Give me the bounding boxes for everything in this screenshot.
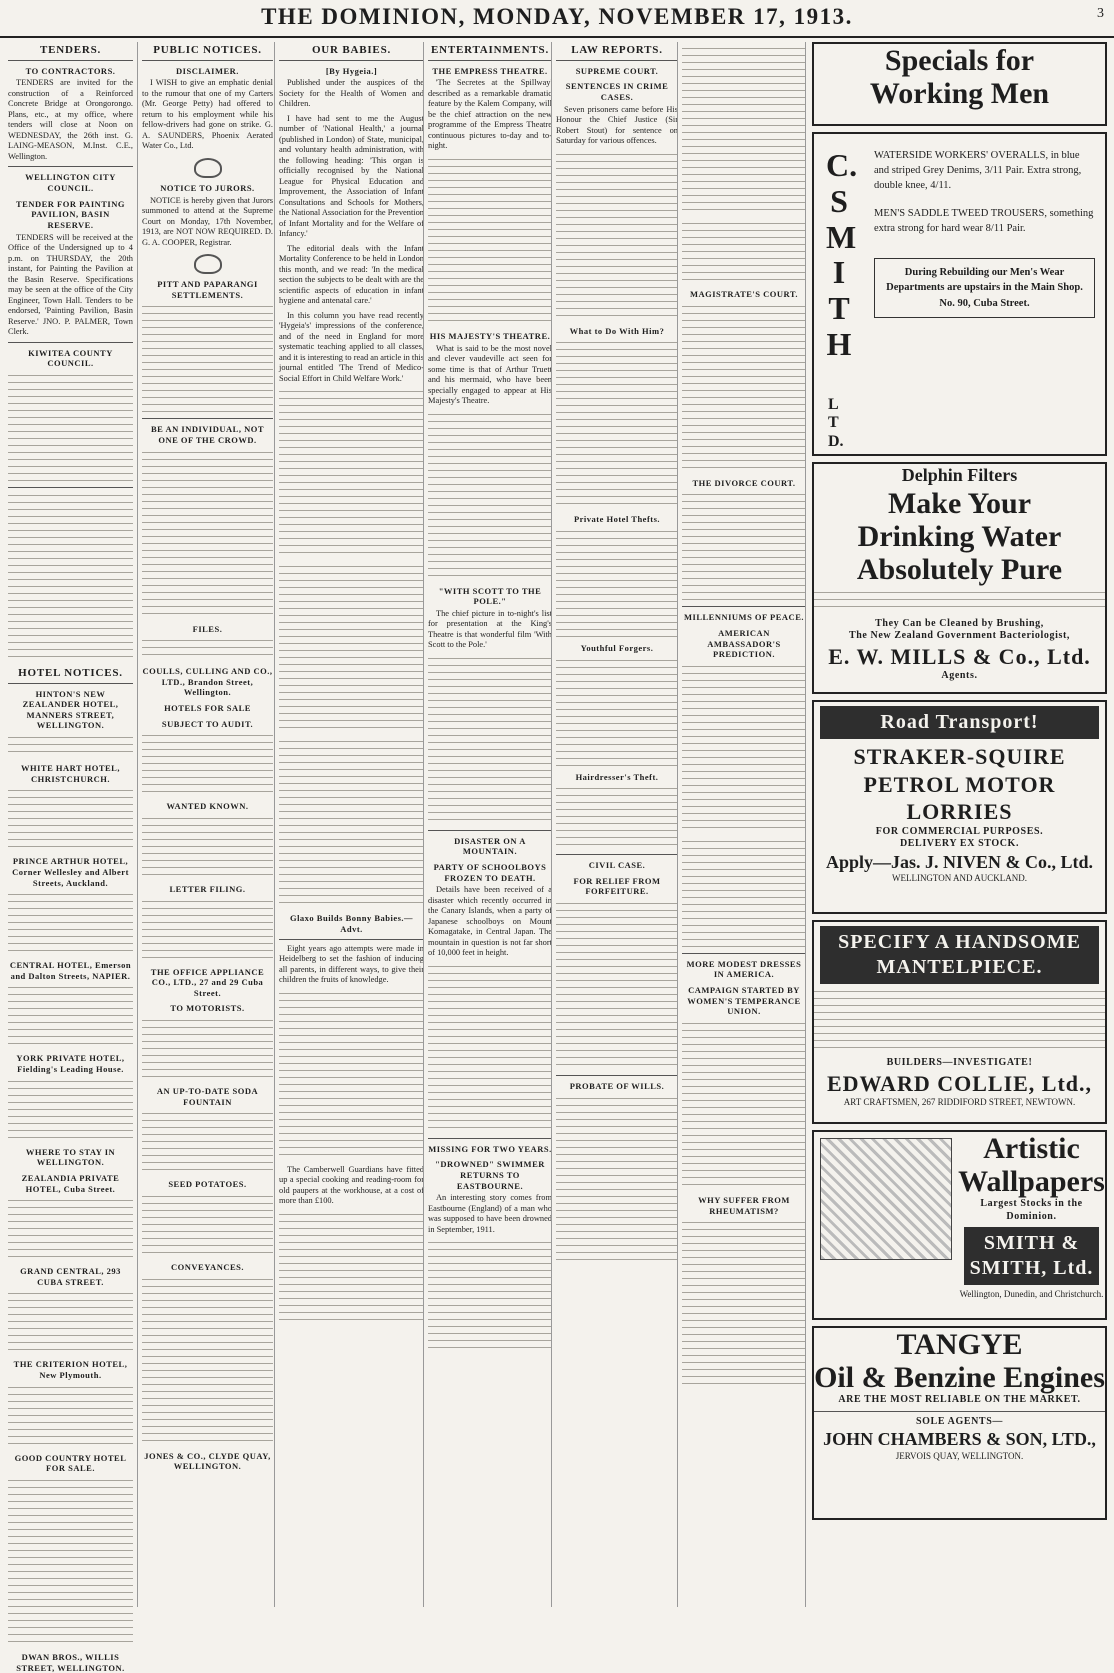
magistrates-court-heading: MAGISTRATE'S COURT. bbox=[689, 289, 799, 299]
audit-subheading: SUBJECT TO AUDIT. bbox=[161, 718, 254, 729]
scott-heading: "WITH SCOTT TO THE POLE." bbox=[438, 585, 542, 607]
letter-filing-heading: LETTER FILING. bbox=[169, 883, 246, 894]
ad-headline: Specials for bbox=[884, 44, 1035, 77]
body-text-block bbox=[8, 1078, 133, 1142]
advertisement-line: Glaxo Builds Bonny Babies.—Advt. bbox=[289, 913, 414, 934]
body-text-block bbox=[814, 988, 1105, 1052]
body-text-block bbox=[682, 663, 806, 833]
ad-caption: Agents. bbox=[941, 670, 978, 681]
millenniums-heading: MILLENNIUMS OF PEACE. bbox=[684, 612, 804, 623]
column-entertainments bbox=[423, 42, 552, 1607]
body-text-block bbox=[682, 838, 806, 948]
probate-heading: PROBATE OF WILLS. bbox=[569, 1081, 665, 1091]
ad-caption: SOLE AGENTS— bbox=[916, 1415, 1003, 1427]
files-heading: FILES. bbox=[192, 623, 223, 634]
ad-subheadline: Largest Stocks in the Dominion. bbox=[980, 1198, 1083, 1222]
article-paragraph: The editorial deals with the Infant Mortality Conference to be held in London this month, and we read: 'In the medical section the subjects to be dealt with are the scientific aspects of education in infant hygiene and antenatal care.' bbox=[279, 243, 424, 306]
ad-banner: SPECIFY A HANDSOME MANTELPIECE. bbox=[820, 926, 1099, 984]
body-text-block bbox=[8, 1197, 133, 1261]
case-subheading: Youthful Forgers. bbox=[580, 642, 654, 653]
body-text-block bbox=[8, 1477, 133, 1647]
body-text-block bbox=[142, 732, 273, 796]
disaster-heading: DISASTER ON A MOUNTAIN. bbox=[454, 835, 526, 857]
seed-potatoes-heading: SEED POTATOES. bbox=[168, 1179, 247, 1190]
disaster-subheading: PARTY OF SCHOOLBOYS FROZEN TO DEATH. bbox=[433, 862, 547, 883]
body-text-block bbox=[142, 1193, 273, 1257]
case-subheading: Hairdresser's Theft. bbox=[575, 771, 659, 782]
body-text-block bbox=[556, 785, 678, 849]
ad-subheadline: The New Zealand Government Bacteriologist, bbox=[848, 630, 1070, 641]
ad-text: MEN'S SADDLE TWEED TROUSERS, something extra strong for hard wear 8/11 Pair. bbox=[874, 207, 1094, 234]
wallpapers-advertisement bbox=[812, 1130, 1107, 1320]
brand-letter: I bbox=[832, 254, 846, 291]
body-text-block bbox=[428, 655, 552, 825]
to-contractors-heading: TO CONTRACTORS. bbox=[25, 65, 116, 76]
body-text-block bbox=[279, 990, 424, 1160]
individual-heading: BE AN INDIVIDUAL, NOT ONE OF THE CROWD. bbox=[151, 424, 264, 445]
body-text-block bbox=[682, 1219, 806, 1389]
ad-caption: JERVOIS QUAY, WELLINGTON. bbox=[895, 1450, 1024, 1461]
ad-callout: During Rebuilding our Men's Wear Departments are upstairs in the Main Shop. No. 90, Cuba Street. bbox=[874, 258, 1095, 318]
ad-subheadline: They Can be Cleaned by Brushing, bbox=[875, 617, 1044, 629]
body-text-block bbox=[279, 1211, 424, 1321]
column-law-reports bbox=[551, 42, 678, 1607]
ad-caption: WELLINGTON AND AUCKLAND. bbox=[891, 873, 1028, 883]
campaign-subheading: CAMPAIGN STARTED BY WOMEN'S TEMPERANCE UNION. bbox=[687, 985, 801, 1017]
brand-letter: L bbox=[828, 396, 839, 413]
ad-headline: Delphin Filters bbox=[901, 465, 1018, 485]
divider bbox=[279, 939, 424, 940]
body-text-block bbox=[428, 411, 552, 581]
conveyances-heading: CONVEYANCES. bbox=[171, 1261, 244, 1272]
advertiser-name: JONES & CO., CLYDE QUAY, WELLINGTON. bbox=[144, 1450, 271, 1472]
body-text-block bbox=[814, 589, 1105, 613]
brand-letter: T bbox=[828, 290, 850, 327]
notice-text: I WISH to give an emphatic denial to the rumour that one of my Carters (Mr. George Petty) had offered to return to his employment while his fellow-drivers had gone on strike. G. A. SAUNDERS, Phoenix Aerated Water Co., Ltd. bbox=[142, 78, 273, 151]
ad-headline: Working Men bbox=[869, 77, 1050, 110]
newspaper-columns bbox=[8, 42, 1106, 1673]
divider bbox=[8, 166, 133, 167]
body-text-block bbox=[142, 637, 273, 661]
body-text-block bbox=[279, 563, 424, 733]
ad-text: WATERSIDE WORKERS' OVERALLS, in blue and striped Grey Denims, 3/11 Pair. Extra strong, double knee, 4/11. bbox=[874, 150, 1082, 192]
article-paragraph: Published under the auspices of the Society for the Health of Women and Children. bbox=[279, 78, 424, 109]
ad-headline: TANGYE bbox=[896, 1328, 1023, 1361]
column-tenders bbox=[8, 42, 133, 1673]
ad-headline: Make Your bbox=[887, 486, 1032, 520]
wallpaper-illustration bbox=[820, 1138, 952, 1260]
theatre-heading: THE EMPRESS THEATRE. bbox=[432, 65, 548, 76]
newspaper-title: THE DOMINION, MONDAY, NOVEMBER 17, 1913. bbox=[261, 4, 853, 29]
body-text-block bbox=[8, 1384, 133, 1448]
ad-headline: Artistic bbox=[983, 1132, 1080, 1165]
divider bbox=[556, 854, 678, 855]
body-text-block bbox=[428, 156, 552, 326]
body-text-block bbox=[682, 491, 806, 601]
civil-case-heading: CIVIL CASE. bbox=[588, 860, 646, 871]
ad-caption: Wellington, Dunedin, and Christchurch. bbox=[959, 1289, 1104, 1299]
body-text-block bbox=[682, 220, 806, 284]
hotel-name: GRAND CENTRAL, 293 CUBA STREET. bbox=[20, 1266, 121, 1287]
hotel-name: WHITE HART HOTEL, CHRISTCHURCH. bbox=[21, 763, 120, 784]
body-text-block bbox=[142, 449, 273, 619]
article-paragraph: Details have been received of a disaster which recently occurred in the Canary Islands, when a party of Japanese schoolboys on Mount Komagatake, in Central Japan. The mountain in question is not far short of 10,000 feet in height. bbox=[428, 885, 552, 958]
divorce-court-heading: THE DIVORCE COURT. bbox=[692, 477, 796, 488]
vertical-brand-letters bbox=[826, 147, 858, 363]
tender-notice: TENDERS will be received at the Office of the Undersigned up to 4 p.m. on THURSDAY, the 20th instant, for Painting the Pavilion at the Basin Reserve. Specifications may be seen at the office of the City Engineer, Town Hall. Tenders to be endorsed, 'Painting Pavilion, Basin Reserve.' JNO. P. PALMER, Town Clerk. bbox=[8, 232, 133, 336]
column-advertisements bbox=[805, 42, 1107, 1607]
divider bbox=[8, 487, 133, 488]
theatre-heading: HIS MAJESTY'S THEATRE. bbox=[429, 330, 551, 341]
wanted-known-heading: WANTED KNOWN. bbox=[166, 801, 249, 812]
soda-heading: AN UP-TO-DATE SODA FOUNTAIN bbox=[156, 1086, 259, 1107]
divider bbox=[428, 1138, 552, 1139]
ad-subheadline: FOR COMMERCIAL PURPOSES. bbox=[875, 825, 1044, 837]
specials-advertisement bbox=[812, 42, 1107, 126]
hotel-for-sale-heading: GOOD COUNTRY HOTEL FOR SALE. bbox=[14, 1452, 127, 1474]
our-babies-heading: OUR BABIES. bbox=[279, 44, 424, 61]
body-text-block bbox=[8, 891, 133, 955]
hotel-name: YORK PRIVATE HOTEL, Fielding's Leading House. bbox=[16, 1053, 125, 1074]
hotels-for-sale-heading: HOTELS FOR SALE bbox=[164, 703, 251, 713]
body-text-block bbox=[556, 339, 678, 509]
article-paragraph: I have had sent to me the August number of 'National Health,' a journal (published in London) of State, municipal, and voluntary health administration, with the following heading: 'This organ is officially recognised by the National League for Physical Education and Improvement, the Association of Infant Consultations and Schools for Mothers, the National Association for the Prevention of Infant Mortality and for the Welfare of Infancy.' bbox=[279, 113, 424, 239]
ad-subheadline: ARE THE MOST RELIABLE ON THE MARKET. bbox=[838, 1394, 1081, 1405]
disclaimer-heading: DISCLAIMER. bbox=[176, 65, 239, 76]
settlements-heading: PITT AND PAPARANGI SETTLEMENTS. bbox=[157, 279, 258, 300]
sentences-subheading: SENTENCES IN CRIME CASES. bbox=[565, 81, 669, 102]
road-transport-advertisement bbox=[812, 700, 1107, 914]
body-text-block bbox=[142, 1017, 273, 1081]
page-number: 3 bbox=[1097, 6, 1104, 21]
divider bbox=[142, 418, 273, 419]
ad-caption: ART CRAFTSMEN, 267 RIDDIFORD STREET, NEWTOWN. bbox=[843, 1097, 1076, 1107]
case-subheading: Private Hotel Thefts. bbox=[573, 514, 661, 525]
hotel-name: ZEALANDIA PRIVATE HOTEL, Cuba Street. bbox=[21, 1172, 120, 1194]
entertainments-heading: ENTERTAINMENTS. bbox=[428, 44, 552, 61]
brand-letter: D. bbox=[828, 432, 844, 450]
body-text-block bbox=[556, 1095, 678, 1265]
body-text-block bbox=[142, 1276, 273, 1446]
byline: [By Hygeia.] bbox=[325, 65, 378, 76]
ad-headline: Absolutely Pure bbox=[856, 552, 1063, 586]
article-paragraph: The chief picture in to-night's list for presentation at the King's Theatre is that wonderful film 'With Scott to the Pole.' bbox=[428, 608, 552, 650]
body-text-block bbox=[8, 787, 133, 851]
divider bbox=[8, 342, 133, 343]
coat-of-arms-icon bbox=[194, 254, 222, 274]
ad-headline: STRAKER-SQUIRE bbox=[853, 744, 1066, 769]
article-paragraph: Seven prisoners came before His Honour the Chief Justice (Sir Robert Stout) for sentence on Saturday for various offences. bbox=[556, 104, 678, 146]
forfeiture-subheading: FOR RELIEF FROM FORFEITURE. bbox=[573, 875, 661, 897]
advertiser-name: DWAN BROS., WILLIS STREET, WELLINGTON. bbox=[16, 1651, 125, 1673]
body-text-block bbox=[428, 963, 552, 1133]
body-text-block bbox=[279, 388, 424, 558]
ltd-letters bbox=[828, 396, 844, 451]
hotel-name: HINTON'S NEW ZEALANDER HOTEL, MANNERS STREET, WELLINGTON. bbox=[22, 688, 119, 731]
drowned-subheading: "DROWNED" SWIMMER RETURNS TO EASTBOURNE. bbox=[435, 1159, 545, 1191]
body-text-block bbox=[279, 738, 424, 908]
column-our-babies bbox=[274, 42, 424, 1607]
delphin-advertisement bbox=[812, 462, 1107, 694]
smith-advertisement bbox=[812, 132, 1107, 456]
ad-layout bbox=[814, 1132, 1105, 1300]
body-text-block bbox=[556, 151, 678, 321]
body-text-block bbox=[556, 657, 678, 767]
law-reports-heading: LAW REPORTS. bbox=[556, 44, 678, 61]
brand-letter: S bbox=[830, 182, 848, 219]
ad-text-area bbox=[958, 1132, 1105, 1300]
missing-heading: MISSING FOR TWO YEARS. bbox=[428, 1143, 552, 1154]
ad-company: E. W. MILLS & Co., Ltd. bbox=[828, 643, 1091, 669]
divider bbox=[428, 830, 552, 831]
body-text-block bbox=[142, 303, 273, 413]
ad-banner: Road Transport! bbox=[820, 706, 1099, 739]
hotel-name: THE CRITERION HOTEL, New Plymouth. bbox=[13, 1359, 128, 1380]
public-notices-heading: PUBLIC NOTICES. bbox=[142, 44, 273, 61]
article-paragraph: 'The Secretes at the Spillway' described as a remarkable dramatic feature by the Kalem Company, will be the chief attraction on the new programme of the Empress Theatre continuous pictures to-day and to-night. bbox=[428, 78, 552, 151]
ambassador-subheading: AMERICAN AMBASSADOR'S PREDICTION. bbox=[707, 627, 781, 660]
ad-headline: PETROL MOTOR LORRIES bbox=[863, 771, 1056, 824]
ad-banner: SMITH & SMITH, Ltd. bbox=[964, 1227, 1099, 1285]
jurors-heading: NOTICE TO JURORS. bbox=[160, 182, 255, 193]
brand-letter: H bbox=[826, 326, 852, 363]
article-paragraph: In this column you have read recently 'Hygeia's' impressions of the conference, and of the need in England for more systematic teaching applied to all classes, and it is interesting to read an article in this journal entitled 'The Trend of Medico-Social Effort in Child Welfare Work.' bbox=[279, 310, 424, 383]
article-paragraph: Eight years ago attempts were made in Heidelberg to set the fashion of inducing all parents, in different ways, to give their children the fruits of knowledge. bbox=[279, 943, 424, 985]
ad-company: EDWARD COLLIE, Ltd., bbox=[826, 1070, 1093, 1096]
brand-letter: T bbox=[828, 414, 839, 432]
ad-headline: Wallpapers bbox=[958, 1165, 1105, 1198]
divider bbox=[556, 1075, 678, 1076]
hotel-notices-heading: HOTEL NOTICES. bbox=[8, 667, 133, 684]
ad-subheadline: BUILDERS—INVESTIGATE! bbox=[886, 1057, 1033, 1068]
tangye-advertisement bbox=[812, 1326, 1107, 1520]
body-text-block bbox=[8, 372, 133, 482]
body-text-block bbox=[682, 45, 806, 215]
tender-heading: TENDER FOR PAINTING PAVILION, BASIN RESERVE. bbox=[16, 198, 125, 230]
ad-headline: Oil & Benzine Engines bbox=[814, 1361, 1105, 1394]
rheumatism-heading: WHY SUFFER FROM RHEUMATISM? bbox=[698, 1194, 790, 1216]
coat-of-arms-icon bbox=[194, 158, 222, 178]
notice-text: NOTICE is hereby given that Jurors summoned to attend at the Supreme Court on Monday, 17th November, 1913, are NOT NOW REQUIRED. D. G. A. COOPER, Registrar. bbox=[142, 195, 273, 247]
brand-letter: M bbox=[826, 218, 857, 255]
body-text-block bbox=[8, 1290, 133, 1354]
supreme-court-heading: SUPREME COURT. bbox=[575, 65, 659, 76]
hotel-name: PRINCE ARTHUR HOTEL, Corner Wellesley and Albert Streets, Auckland. bbox=[12, 856, 129, 888]
divider bbox=[682, 606, 806, 607]
tender-notice: TENDERS are invited for the construction of a Reinforced Concrete Bridge at Orongorongo. Plans, etc., at my office, where tenders will close at Noon on WEDNESDAY, the 26th inst. G. LAING-MEASON, M.Inst. C.E., Wellington. bbox=[8, 78, 133, 161]
column-public-notices bbox=[137, 42, 273, 1607]
masthead bbox=[0, 0, 1114, 38]
advertiser-name: COULLS, CULLING AND CO., LTD., Brandon Street, Wellington. bbox=[142, 666, 273, 698]
body-text-block bbox=[556, 528, 678, 638]
body-text-block bbox=[142, 1110, 273, 1174]
divider bbox=[682, 953, 806, 954]
divider bbox=[814, 1411, 1105, 1412]
case-subheading: What to Do With Him? bbox=[569, 325, 665, 336]
body-text-block bbox=[682, 303, 806, 473]
body-text-block bbox=[8, 734, 133, 758]
body-text-block bbox=[142, 898, 273, 962]
article-paragraph: An interesting story comes from Eastbourne (England) of a man who was supposed to have been drowned in September, 1911. bbox=[428, 1193, 552, 1234]
mantelpiece-advertisement bbox=[812, 920, 1107, 1124]
ad-company: Apply—Jas. J. NIVEN & Co., Ltd. bbox=[825, 851, 1094, 872]
where-to-stay-heading: WHERE TO STAY IN WELLINGTON. bbox=[25, 1146, 116, 1168]
column-courts bbox=[677, 42, 806, 1607]
article-paragraph: What is said to be the most novel and clever vaudeville act seen for some time is that of Arthur Truett and his mermaid, who have been specially engaged to appear at His Majesty's Theatre. bbox=[428, 343, 552, 405]
motorists-heading: TO MOTORISTS. bbox=[170, 1003, 245, 1014]
ad-body bbox=[874, 148, 1095, 318]
hotel-name: CENTRAL HOTEL, Emerson and Dalton Streets, NAPIER. bbox=[9, 960, 132, 981]
ad-headline: Drinking Water bbox=[857, 519, 1062, 553]
body-text-block bbox=[428, 1239, 552, 1349]
body-text-block bbox=[8, 984, 133, 1048]
dresses-heading: MORE MODEST DRESSES IN AMERICA. bbox=[686, 958, 802, 980]
body-text-block bbox=[142, 815, 273, 879]
kiwitea-heading: KIWITEA COUNTY COUNCIL. bbox=[28, 347, 113, 369]
body-text-block bbox=[682, 1020, 806, 1190]
body-text-block bbox=[8, 492, 133, 662]
article-paragraph: The Camberwell Guardians have fitted up a special cooking and reading-room for old paupers at the workhouse, at a cost of more than £100. bbox=[279, 1164, 424, 1206]
brand-letter: C. bbox=[826, 147, 858, 183]
ad-company: JOHN CHAMBERS & SON, LTD., bbox=[823, 1429, 1096, 1449]
advertiser-name: THE OFFICE APPLIANCE CO., LTD., 27 and 29 Cuba Street. bbox=[150, 966, 265, 998]
tenders-heading: TENDERS. bbox=[8, 44, 133, 61]
city-council-heading: WELLINGTON CITY COUNCIL. bbox=[25, 172, 116, 193]
body-text-block bbox=[556, 900, 678, 1070]
ad-subheadline: DELIVERY EX STOCK. bbox=[899, 838, 1020, 849]
